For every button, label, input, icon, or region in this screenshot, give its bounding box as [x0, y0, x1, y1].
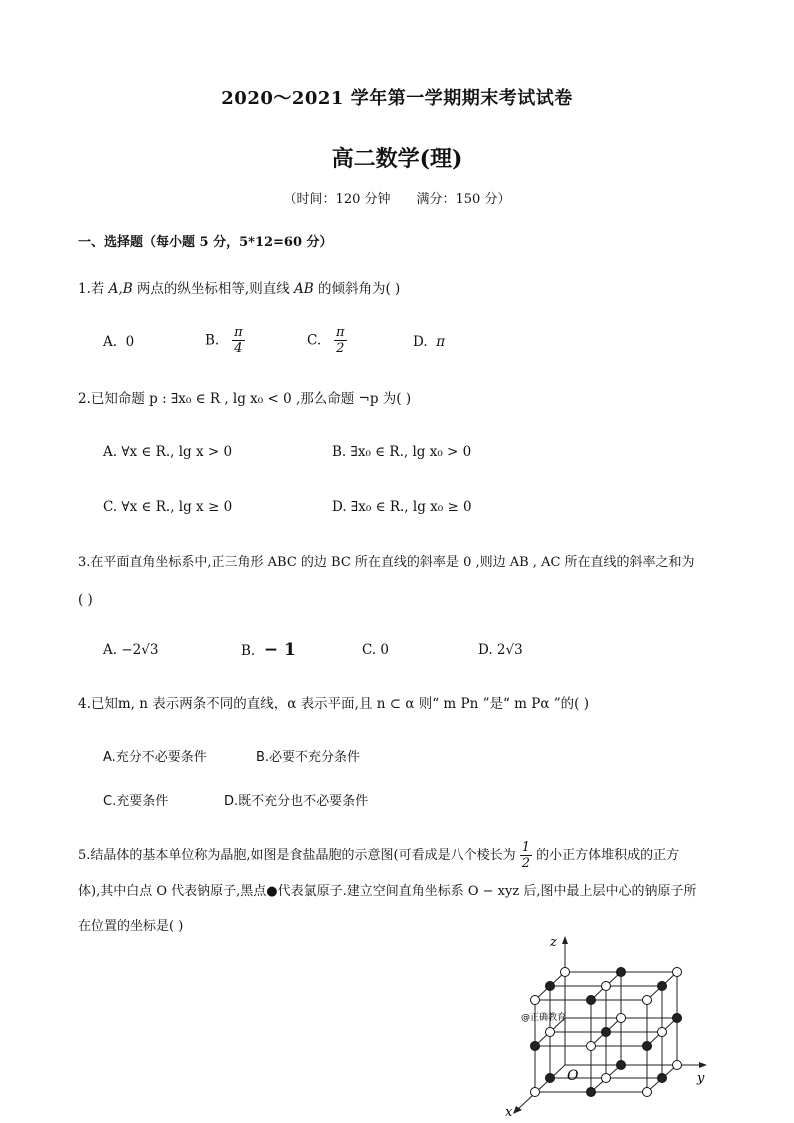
q2-option-d[interactable]: D. ∃x₀ ∈ R., lg x₀ ≥ 0	[332, 499, 472, 515]
section-heading: 一、选择题（每小题 5 分，5*12=60 分）	[78, 235, 333, 250]
axis-label-x: x	[505, 1105, 513, 1120]
q1-option-a[interactable]	[103, 334, 134, 350]
sodium-atom	[602, 1074, 611, 1083]
sodium-atom	[643, 996, 652, 1005]
q4-option-d[interactable]: D.既不充分也不必要条件	[224, 794, 369, 809]
fraction-numerator: π	[234, 325, 243, 340]
fraction-denominator: 2	[336, 341, 345, 356]
sodium-atom	[531, 1088, 540, 1097]
option-label: D.	[413, 334, 428, 350]
q4-option-b[interactable]: B.必要不充分条件	[256, 750, 361, 765]
q1-option-d[interactable]	[413, 334, 445, 350]
chlorine-atom	[658, 1074, 667, 1083]
fraction-denominator: 2	[521, 856, 531, 871]
question-3-line-2: ( )	[78, 592, 93, 608]
exam-title: 2020～2021 学年第一学期期末考试试卷	[221, 88, 573, 109]
chlorine-atom	[617, 968, 626, 977]
axis-label-z: z	[550, 935, 557, 950]
q1-line: AB	[294, 281, 314, 297]
q1-option-b[interactable]	[205, 325, 245, 356]
question-5-line-3: 在位置的坐标是( )	[78, 919, 184, 934]
axis-label-y: y	[697, 1071, 705, 1086]
question-2: 2.已知命题 p : ∃x₀ ∈ R , lg x₀ < 0 ,那么命题 ¬p 为( )	[78, 391, 412, 407]
chlorine-atom	[643, 1042, 652, 1051]
question-4: 4.已知m, n 表示两条不同的直线，α 表示平面,且 n ⊂ α 则“ m Pn ”是“ m Pα ”的( )	[78, 696, 589, 712]
q1-text-c: 的倾斜角为( )	[313, 281, 401, 297]
fraction-denominator: 4	[234, 341, 243, 356]
chlorine-atom	[587, 1088, 596, 1097]
q2-option-a[interactable]: A. ∀x ∈ R., lg x > 0	[103, 444, 233, 460]
option-label: C.	[307, 332, 322, 349]
question-5-line-1	[78, 840, 679, 871]
sodium-atom	[658, 1028, 667, 1037]
q3-option-c[interactable]: C. 0	[362, 642, 390, 658]
question-5-line-2: 体),其中白点 O 代表钠原子,黑点●代表氯原子.建立空间直角坐标系 O − xyz 后,图中最上层中心的钠原子所	[78, 884, 697, 899]
fraction	[334, 325, 347, 356]
chlorine-atom	[673, 1014, 682, 1023]
chlorine-atom	[546, 1074, 555, 1083]
q5-text-a: 5.结晶体的基本单位称为晶胞,如图是食盐晶胞的示意图(可看成是八个棱长为	[78, 848, 516, 863]
sodium-atom	[531, 996, 540, 1005]
option-label: B.	[241, 643, 256, 659]
chlorine-atom	[658, 982, 667, 991]
exam-meta: （时间：120 分钟 满分：150 分）	[283, 192, 511, 207]
option-label: A.	[103, 334, 118, 350]
origin-label: O	[567, 1068, 579, 1084]
option-label: B.	[205, 332, 220, 349]
option-value: π	[436, 334, 446, 350]
sodium-atom	[617, 1014, 626, 1023]
q3-option-a[interactable]: A. −2√3	[103, 642, 159, 658]
q5-text-b: 的小正方体堆积成的正方	[536, 848, 680, 863]
fraction	[520, 840, 532, 871]
sodium-atom	[643, 1088, 652, 1097]
question-3-line-1: 3.在平面直角坐标系中,正三角形 ABC 的边 BC 所在直线的斜率是 0 ,则边 AB , AC 所在直线的斜率之和为	[78, 555, 695, 570]
crystal-lattice-figure	[495, 930, 725, 1120]
watermark: @正确教育	[521, 1013, 567, 1023]
q4-option-c[interactable]: C.充要条件	[103, 794, 169, 809]
sodium-atom	[673, 968, 682, 977]
chlorine-atom	[531, 1042, 540, 1051]
chlorine-atom	[617, 1061, 626, 1070]
sodium-atom	[602, 982, 611, 991]
q1-option-c[interactable]	[307, 325, 347, 356]
q1-vars: A,B	[108, 281, 133, 297]
q3-option-d[interactable]: D. 2√3	[478, 642, 523, 658]
q1-text-a: 1.若	[78, 281, 109, 297]
sodium-atom	[587, 1042, 596, 1051]
atoms	[531, 968, 682, 1097]
q1-text-b: 两点的纵坐标相等,则直线	[132, 281, 295, 297]
q4-option-a[interactable]: A.充分不必要条件	[103, 750, 207, 765]
fraction-numerator: π	[336, 325, 345, 340]
question-1	[78, 279, 400, 299]
sodium-atom	[546, 1028, 555, 1037]
fraction-numerator: 1	[521, 840, 531, 855]
subject-title: 高二数学(理)	[331, 146, 463, 172]
sodium-atom	[561, 968, 570, 977]
fraction	[232, 325, 245, 356]
q2-option-b[interactable]: B. ∃x₀ ∈ R., lg x₀ > 0	[332, 444, 472, 460]
lattice-lines	[513, 936, 707, 1114]
chlorine-atom	[587, 996, 596, 1005]
option-value: − 1	[263, 640, 296, 660]
chlorine-atom	[602, 1028, 611, 1037]
sodium-atom	[673, 1061, 682, 1070]
option-value: 0	[125, 334, 135, 350]
q2-option-c[interactable]: C. ∀x ∈ R., lg x ≥ 0	[103, 499, 233, 515]
chlorine-atom	[546, 982, 555, 991]
q3-option-b[interactable]	[241, 640, 296, 660]
